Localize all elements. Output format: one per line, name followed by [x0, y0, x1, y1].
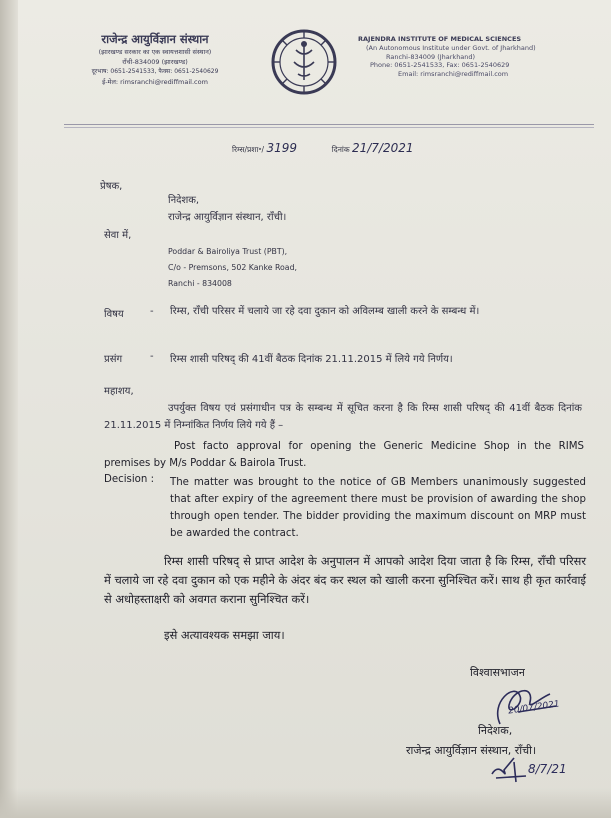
emblem-icon — [270, 28, 338, 96]
recipient-label: सेवा में, — [104, 230, 132, 241]
header-english-line: Email: rimsranchi@rediffmail.com — [398, 69, 509, 78]
dinank-value: 21/7/2021 — [351, 141, 414, 155]
institute-sign: राजेन्द्र आयुर्विज्ञान संस्थान, राँची। — [406, 744, 537, 757]
sender-label: प्रेषक, — [100, 181, 123, 192]
context-text: रिम्स शासी परिषद् की 41वीं बैठक दिनांक 21.11.2015 में लिये गये निर्णय। — [170, 354, 453, 365]
header-hindi-line: दूरभाष: 0651-2541533, फैक्स: 0651-2540629 — [91, 68, 219, 75]
patank-number: 3199 — [266, 141, 298, 155]
header-rule — [64, 124, 594, 125]
paragraph-2: रिम्स शासी परिषद् से प्राप्त आदेश के अनुपालन में आपको आदेश दिया जाता है कि रिम्स, राँची परिसर में चलाये जा रहे दवा दुकान को एक महीने के अंदर बंद कर स्थल को खाली करना सुनिश्चित करें। साथ ही कृत कार्रवाई से अधोहस्ताक्षरी को अवगत कराना सुनिश्चित करें। — [104, 554, 586, 606]
header-english-name: RAJENDRA INSTITUTE OF MEDICAL SCIENCES — [358, 35, 522, 43]
recipient-block — [168, 244, 297, 292]
header-english-line: (An Autonomous Institute under Govt. of Jharkhand) — [366, 44, 536, 52]
urgent-note: इसे अत्यावश्यक समझा जाय। — [164, 628, 285, 642]
paragraph-1: उपर्युक्त विषय एवं प्रसंगाधीन पत्र के सम्बन्ध में सूचित करना है कि रिम्स शासी परिषद् की 41वीं बैठक दिनांक 21.11.2015 में निम्नांकित निर्णय लिये गये हैं – — [104, 403, 582, 431]
sender-line-2: राजेन्द्र आयुर्विज्ञान संस्थान, राँची। — [168, 212, 287, 223]
header-hindi-line: (झारखण्ड सरकार का एक स्वायत्तशासी संस्थान) — [98, 48, 212, 56]
header-hindi-name: राजेन्द्र आयुर्विज्ञान संस्थान — [101, 32, 209, 46]
patank-value: रिम्स/प्रशा॰/ — [232, 145, 265, 154]
designation: निदेशक, — [478, 724, 513, 737]
bottom-shadow — [0, 788, 611, 818]
agenda-text: Post facto approval for opening the Generic Medicine Shop in the RIMS premises by M/s Poddar & Bairola Trust. — [104, 441, 584, 469]
recipient-line: C/o - Premsons, 502 Kanke Road, — [168, 263, 298, 272]
subject-text: रिम्स, राँची परिसर में चलाये जा रहे दवा दुकान को अविलम्ब खाली करने के सम्बन्ध में। — [170, 306, 480, 317]
header-hindi-line: ई-मेल: rimsranchi@rediffmail.com — [102, 78, 208, 86]
institute-emblem — [270, 28, 338, 96]
dinank-label: दिनांक — [331, 145, 350, 154]
header-english-line: Ranchi-834009 (Jharkhand) — [386, 52, 476, 61]
context-label: प्रसंग — [104, 354, 123, 365]
paper-fold-shadow — [0, 0, 18, 818]
closing-text: विश्वासभाजन — [470, 666, 525, 679]
sender-line-1: निदेशक, — [168, 195, 200, 206]
signature-date: 20/07/2021 — [507, 699, 561, 717]
header-hindi-block — [60, 32, 250, 87]
header-rule — [64, 127, 594, 128]
context-dash: - — [150, 351, 154, 362]
initial-date: 8/7/21 — [528, 762, 567, 776]
header-english-block — [358, 34, 598, 78]
header-hindi-line: राँची-834009 (झारखण्ड) — [122, 58, 188, 66]
subject-dash: - — [150, 306, 154, 317]
header-english-line: Phone: 0651-2541533, Fax: 0651-2540629 — [370, 61, 510, 69]
decision-text: The matter was brought to the notice of GB Members unanimously suggested that after expiry of the agreement there must be provision of awarding the shop through open tender. The bidder providing the maximum discount on MRP must be awarded the contract. — [170, 477, 586, 539]
salutation: महाशय, — [104, 386, 134, 397]
decision-label: Decision : — [104, 474, 155, 485]
reference-line — [232, 141, 414, 155]
recipient-line: Poddar & Bairoliya Trust (PBT), — [168, 247, 288, 256]
recipient-line: Ranchi - 834008 — [168, 279, 232, 288]
subject-label: विषय — [104, 309, 124, 320]
